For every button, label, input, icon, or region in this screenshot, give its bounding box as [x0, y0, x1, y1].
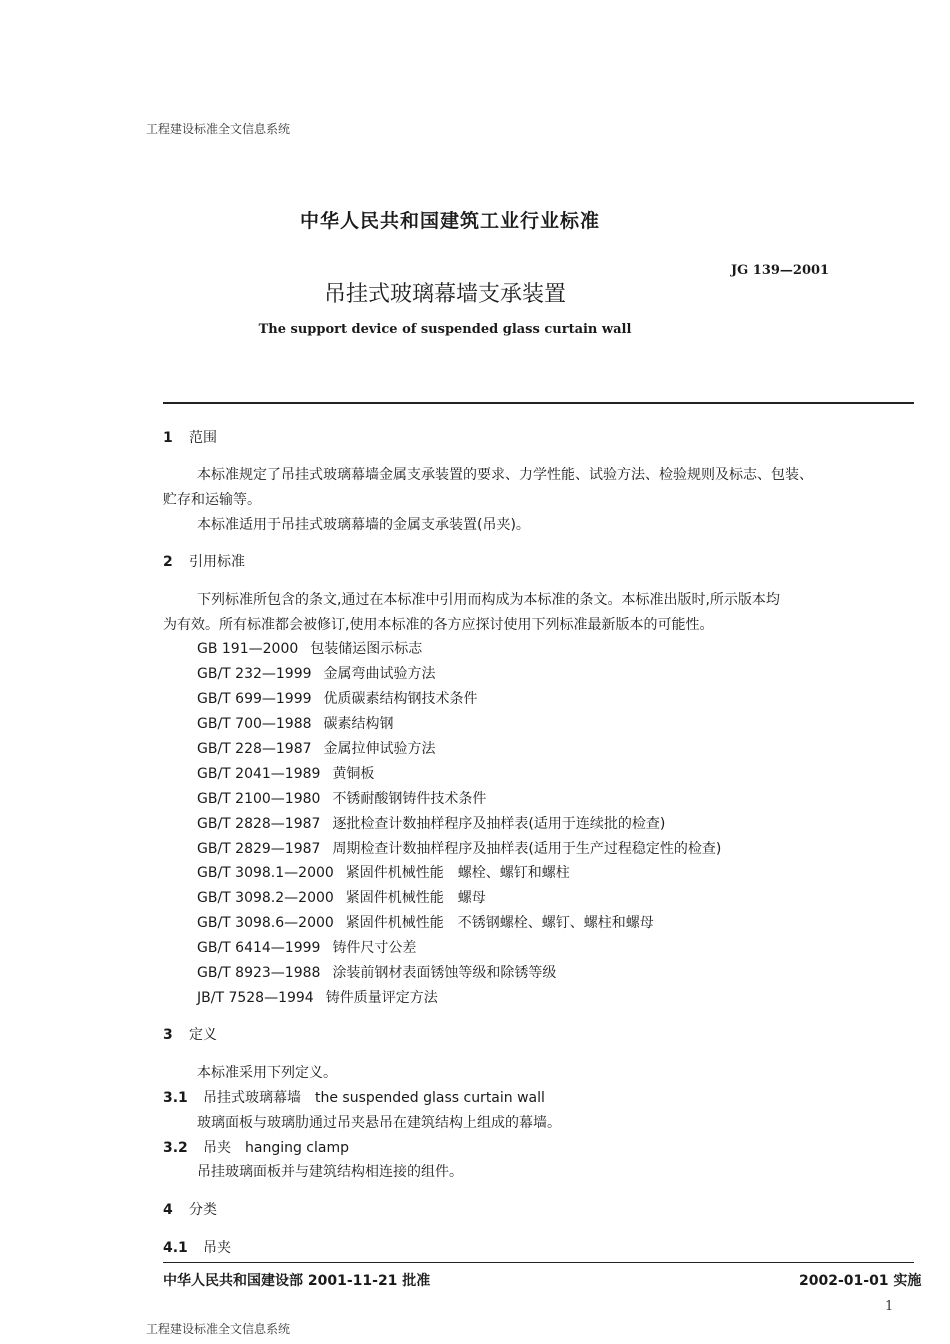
page-number: 1 [885, 1299, 894, 1314]
reference-code: GB/T 228—1987 [197, 741, 312, 757]
reference-code: GB/T 2041—1989 [197, 766, 321, 782]
section-2-heading [163, 551, 245, 571]
section-2-paragraph-1b: 为有效。所有标准都会被修订,使用本标准的各方应探讨使用下列标准最新版本的可能性。 [163, 617, 714, 633]
definition-number: 3.1 [163, 1090, 188, 1106]
reference-item [197, 788, 486, 808]
section-1-paragraph-1a: 本标准规定了吊挂式玻璃幕墙金属支承装置的要求、力学性能、试验方法、检验规则及标志、包装、 [197, 467, 813, 483]
section-number: 2 [163, 554, 173, 570]
reference-title: 黄铜板 [332, 766, 375, 782]
definition-number: 3.2 [163, 1140, 188, 1156]
document-title-cn: 吊挂式玻璃幕墙支承装置 [323, 282, 566, 307]
reference-code: GB/T 232—1999 [197, 666, 312, 682]
reference-title: 金属弯曲试验方法 [323, 666, 436, 682]
definition-term: 吊夹 [203, 1140, 231, 1156]
reference-item [197, 688, 478, 708]
section-1-paragraph-1b: 贮存和运输等。 [163, 492, 261, 508]
approval-statement: 中华人民共和国建设部 2001-11-21 批准 [163, 1273, 431, 1289]
reference-item [197, 813, 665, 833]
reference-title: 逐批检查计数抽样程序及抽样表(适用于连续批的检查) [332, 816, 666, 832]
reference-item [197, 937, 416, 957]
reference-title: 紧固件机械性能 螺栓、螺钉和螺柱 [345, 865, 570, 881]
reference-title: 包装储运图示标志 [310, 641, 423, 657]
reference-title: 优质碳素结构钢技术条件 [323, 691, 478, 707]
standard-category-title: 中华人民共和国建筑工业行业标准 [299, 210, 600, 232]
implementation-date: 2002-01-01 实施 [799, 1273, 922, 1289]
reference-item [197, 713, 394, 733]
reference-code: GB/T 2100—1980 [197, 791, 321, 807]
reference-title: 周期检查计数抽样程序及抽样表(适用于生产过程稳定性的检查) [332, 841, 722, 857]
reference-title: 铸件尺寸公差 [332, 940, 417, 956]
reference-code: GB/T 700—1988 [197, 716, 312, 732]
subsection-title: 吊夹 [203, 1240, 231, 1256]
section-number: 1 [163, 430, 173, 446]
definition-3-1-heading [163, 1087, 545, 1107]
section-title: 范围 [189, 430, 217, 446]
reference-item [197, 838, 721, 858]
reference-title: 金属拉伸试验方法 [323, 741, 436, 757]
reference-item [197, 738, 436, 758]
section-number: 3 [163, 1027, 173, 1043]
reference-item [197, 862, 570, 882]
definition-3-1-text: 玻璃面板与玻璃肋通过吊夹悬吊在建筑结构上组成的幕墙。 [197, 1115, 561, 1131]
definition-3-2-heading [163, 1137, 349, 1157]
reference-code: GB 191—2000 [197, 641, 299, 657]
section-1-paragraph-2: 本标准适用于吊挂式玻璃幕墙的金属支承装置(吊夹)。 [197, 517, 530, 533]
reference-title: 紧固件机械性能 不锈钢螺栓、螺钉、螺柱和螺母 [345, 915, 654, 931]
document-title-en: The support device of suspended glass curtain wall [258, 322, 632, 337]
reference-code: GB/T 3098.2—2000 [197, 890, 334, 906]
reference-code: GB/T 8923—1988 [197, 965, 321, 981]
reference-item [197, 987, 438, 1007]
definition-term-en: the suspended glass curtain wall [315, 1090, 545, 1106]
section-4-heading [163, 1199, 217, 1219]
system-footer-text: 工程建设标准全文信息系统 [146, 1322, 291, 1336]
reference-title: 涂装前钢材表面锈蚀等级和除锈等级 [332, 965, 557, 981]
section-3-intro: 本标准采用下列定义。 [197, 1065, 337, 1081]
reference-title: 不锈耐酸钢铸件技术条件 [332, 791, 487, 807]
section-number: 4 [163, 1202, 173, 1218]
reference-item [197, 912, 654, 932]
subsection-number: 4.1 [163, 1240, 188, 1256]
reference-title: 碳素结构钢 [323, 716, 394, 732]
definition-term-en: hanging clamp [245, 1140, 350, 1156]
section-2-paragraph-1a: 下列标准所包含的条文,通过在本标准中引用而构成为本标准的条文。本标准出版时,所示版本均 [197, 592, 780, 608]
reference-code: GB/T 3098.6—2000 [197, 915, 334, 931]
section-3-heading [163, 1024, 217, 1044]
reference-title: 铸件质量评定方法 [325, 990, 438, 1006]
reference-code: GB/T 2829—1987 [197, 841, 321, 857]
reference-code: GB/T 699—1999 [197, 691, 312, 707]
reference-title: 紧固件机械性能 螺母 [345, 890, 486, 906]
reference-item [197, 887, 486, 907]
subsection-4-1-heading [163, 1237, 231, 1257]
footer-divider [163, 1262, 914, 1263]
standard-number: JG 139—2001 [731, 263, 830, 278]
reference-item [197, 638, 422, 658]
reference-code: JB/T 7528—1994 [197, 990, 314, 1006]
reference-code: GB/T 2828—1987 [197, 816, 321, 832]
section-title: 引用标准 [189, 554, 245, 570]
system-header-text: 工程建设标准全文信息系统 [146, 122, 291, 136]
reference-code: GB/T 3098.1—2000 [197, 865, 334, 881]
definition-term: 吊挂式玻璃幕墙 [203, 1090, 301, 1106]
section-title: 定义 [189, 1027, 217, 1043]
definition-3-2-text: 吊挂玻璃面板并与建筑结构相连接的组件。 [197, 1164, 463, 1180]
reference-item [197, 962, 556, 982]
section-1-heading [163, 427, 217, 447]
section-title: 分类 [189, 1202, 217, 1218]
reference-item [197, 663, 436, 683]
reference-item [197, 763, 374, 783]
title-divider [163, 402, 914, 404]
reference-code: GB/T 6414—1999 [197, 940, 321, 956]
